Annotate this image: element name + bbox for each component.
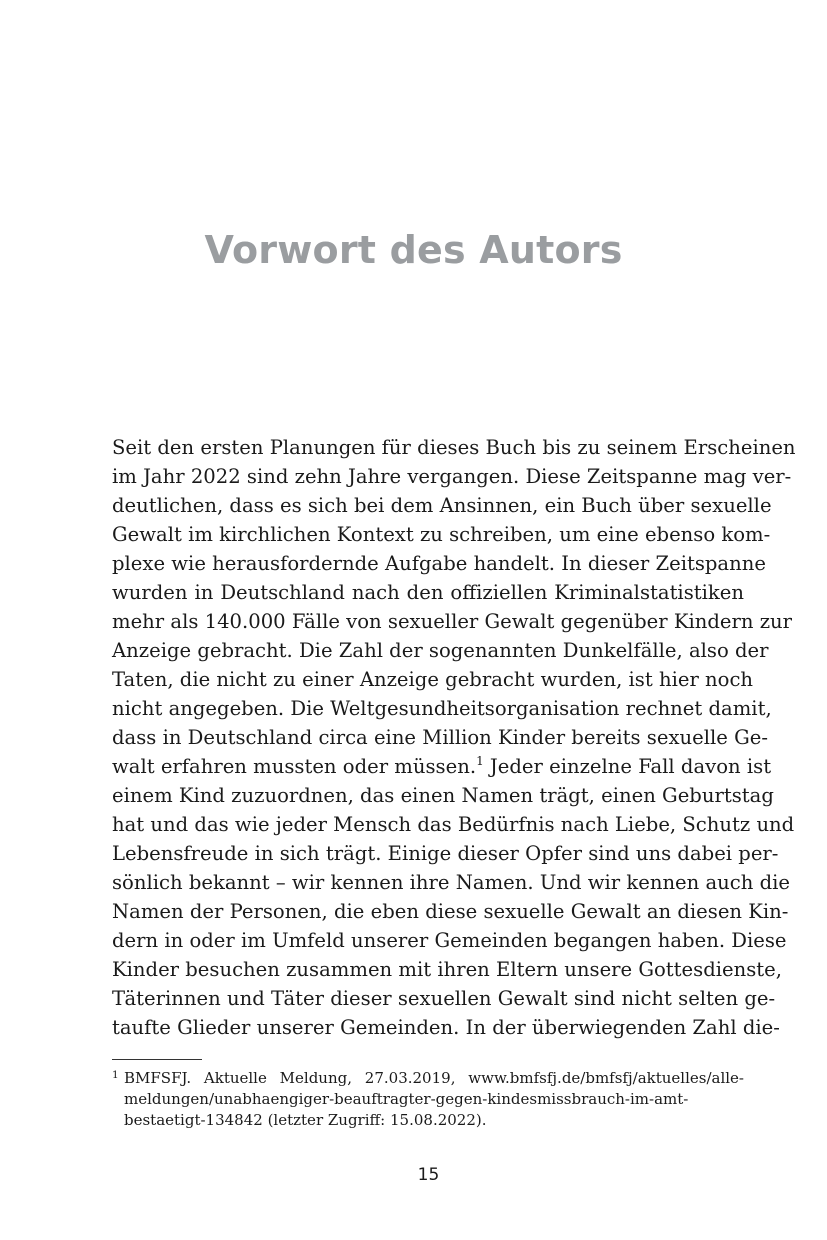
body-line: sönlich bekannt – wir kennen ihre Namen. Und wir kennen auch die (112, 871, 791, 894)
body-line: Seit den ersten Planungen für dieses Buch bis zu seinem Erscheinen (112, 436, 796, 459)
body-line: dern in oder im Umfeld unserer Gemeinden begangen haben. Diese (112, 929, 787, 952)
body-line: einem Kind zuzuordnen, das einen Namen trägt, einen Geburtstag (112, 784, 774, 807)
body-line: hat und das wie jeder Mensch das Bedürfnis nach Liebe, Schutz und (112, 813, 795, 836)
body-line: im Jahr 2022 sind zehn Jahre vergangen. Diese Zeitspanne mag ver- (112, 465, 792, 488)
footnote-line: meldungen/unabhaengiger-beauftragter-gegen-kindesmissbrauch-im-amt- (124, 1090, 689, 1108)
body-line: nicht angegeben. Die Weltgesundheitsorganisation rechnet damit, (112, 697, 772, 720)
footnote-line: bestaetigt-134842 (letzter Zugriff: 15.08.2022). (124, 1111, 487, 1129)
footnote-line: BMFSFJ. Aktuelle Meldung, 27.03.2019, www.bmfsfj.de/bmfsfj/aktuelles/alle- (124, 1069, 744, 1087)
body-line: dass in Deutschland circa eine Million Kinder bereits sexuelle Ge- (112, 726, 768, 749)
body-line-with-footnote-ref (112, 752, 772, 781)
footnote-reference: 1 (476, 754, 484, 768)
body-line: wurden in Deutschland nach den offiziellen Kriminalstatistiken (112, 581, 744, 604)
body-line: Taten, die nicht zu einer Anzeige gebracht wurden, ist hier noch (112, 668, 754, 691)
page-number: 15 (417, 1165, 440, 1185)
footnote (112, 1068, 744, 1131)
body-line: deutlichen, dass es sich bei dem Ansinnen, ein Buch über sexuelle (112, 494, 772, 517)
footnote-divider (112, 1059, 202, 1060)
body-line: plexe wie herausfordernde Aufgabe handelt. In dieser Zeitspanne (112, 552, 766, 575)
body-text (112, 433, 796, 1042)
body-line: Namen der Personen, die eben diese sexuelle Gewalt an diesen Kin- (112, 900, 789, 923)
body-line: mehr als 140.000 Fälle von sexueller Gewalt gegenüber Kindern zur (112, 610, 793, 633)
footnote-number: 1 (112, 1069, 119, 1081)
body-line-text-before-ref: walt erfahren mussten oder müssen. (112, 755, 477, 778)
body-line: Täterinnen und Täter dieser sexuellen Gewalt sind nicht selten ge- (112, 987, 776, 1010)
body-line: taufte Glieder unserer Gemeinden. In der überwiegenden Zahl die- (112, 1016, 780, 1039)
page-title: Vorwort des Autors (204, 228, 623, 272)
body-line: Kinder besuchen zusammen mit ihren Eltern unsere Gottesdienste, (112, 958, 782, 981)
body-line-text-after-ref: Jeder einzelne Fall davon ist (483, 755, 772, 778)
body-line: Gewalt im kirchlichen Kontext zu schreiben, um eine ebenso kom- (112, 523, 771, 546)
body-line: Lebensfreude in sich trägt. Einige dieser Opfer sind uns dabei per- (112, 842, 779, 865)
body-line: Anzeige gebracht. Die Zahl der sogenannten Dunkelfälle, also der (112, 639, 769, 662)
